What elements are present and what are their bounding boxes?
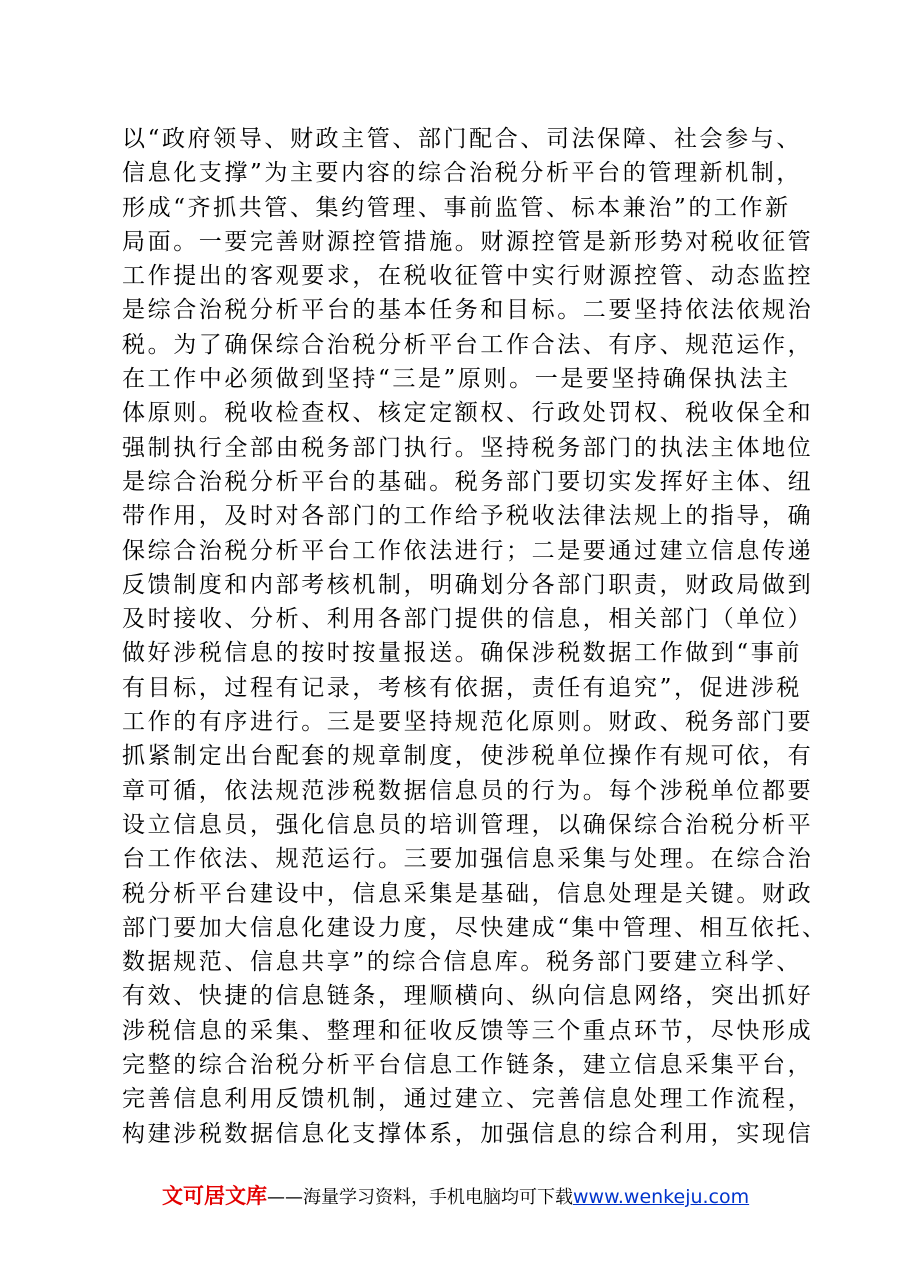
text-line: 有效、快捷的信息链条，理顺横向、纵向信息网络，突出抓好 — [122, 983, 814, 1010]
text-line: 有目标，过程有记录，考核有依据，责任有追究”，促进涉税 — [122, 674, 802, 701]
text-line: 台工作依法、规范运行。三要加强信息采集与处理。在综合治 — [122, 846, 814, 873]
text-line: 数据规范、信息共享”的综合信息库。税务部门要建立科学、 — [122, 949, 802, 976]
footer-tagline: ——海量学习资料，手机电脑均可下载 — [267, 1187, 573, 1208]
text-line: 强制执行全部由税务部门执行。坚持税务部门的执法主体地位 — [122, 434, 814, 461]
text-line: 保综合治税分析平台工作依法进行；二是要通过建立信息传递 — [122, 537, 814, 564]
text-line: 章可循，依法规范涉税数据信息员的行为。每个涉税单位都要 — [122, 777, 814, 804]
footer-banner — [162, 1180, 802, 1212]
text-line: 信息化支撑”为主要内容的综合治税分析平台的管理新机制， — [122, 160, 802, 187]
text-line: 以“政府领导、财政主管、部门配合、司法保障、社会参与、 — [122, 126, 802, 152]
text-line: 局面。一要完善财源控管措施。财源控管是新形势对税收征管 — [122, 228, 814, 255]
body-text — [122, 122, 828, 1151]
text-line: 带作用，及时对各部门的工作给予税收法律法规上的指导，确 — [122, 503, 814, 530]
text-line: 反馈制度和内部考核机制，明确划分各部门职责，财政局做到 — [122, 571, 814, 598]
text-line: 做好涉税信息的按时按量报送。确保涉税数据工作做到“事前 — [122, 640, 802, 667]
text-line: 完善信息利用反馈机制，通过建立、完善信息处理工作流程， — [122, 1086, 814, 1113]
text-line: 税分析平台建设中，信息采集是基础，信息处理是关键。财政 — [122, 880, 814, 907]
text-line: 体原则。税收检查权、核定定额权、行政处罚权、税收保全和 — [122, 400, 814, 427]
text-line: 部门要加大信息化建设力度，尽快建成“集中管理、相互依托、 — [122, 914, 828, 941]
text-line: 设立信息员，强化信息员的培训管理，以确保综合治税分析平 — [122, 811, 814, 838]
text-line: 工作提出的客观要求，在税收征管中实行财源控管、动态监控 — [122, 263, 814, 290]
text-line: 在工作中必须做到坚持“三是”原则。一是要坚持确保执法主 — [122, 366, 791, 393]
text-line: 及时接收、分析、利用各部门提供的信息，相关部门（单位） — [122, 606, 814, 633]
text-line: 是综合治税分析平台的基本任务和目标。二要坚持依法依规治 — [122, 297, 814, 324]
text-line: 税。为了确保综合治税分析平台工作合法、有序、规范运作， — [122, 331, 814, 358]
text-line: 形成“齐抓共管、集约管理、事前监管、标本兼治”的工作新 — [122, 194, 791, 221]
text-line: 工作的有序进行。三是要坚持规范化原则。财政、税务部门要 — [122, 709, 814, 736]
text-line: 是综合治税分析平台的基础。税务部门要切实发挥好主体、纽 — [122, 468, 814, 495]
text-line: 构建涉税数据信息化支撑体系，加强信息的综合利用，实现信 — [122, 1120, 814, 1147]
footer-brand: 文可居文库 — [162, 1184, 267, 1208]
text-line: 完整的综合治税分析平台信息工作链条，建立信息采集平台， — [122, 1052, 814, 1079]
footer-site-link[interactable]: www.wenkeju.com — [573, 1186, 750, 1208]
text-line: 涉税信息的采集、整理和征收反馈等三个重点环节，尽快形成 — [122, 1017, 814, 1044]
text-line: 抓紧制定出台配套的规章制度，使涉税单位操作有规可依，有 — [122, 743, 814, 770]
